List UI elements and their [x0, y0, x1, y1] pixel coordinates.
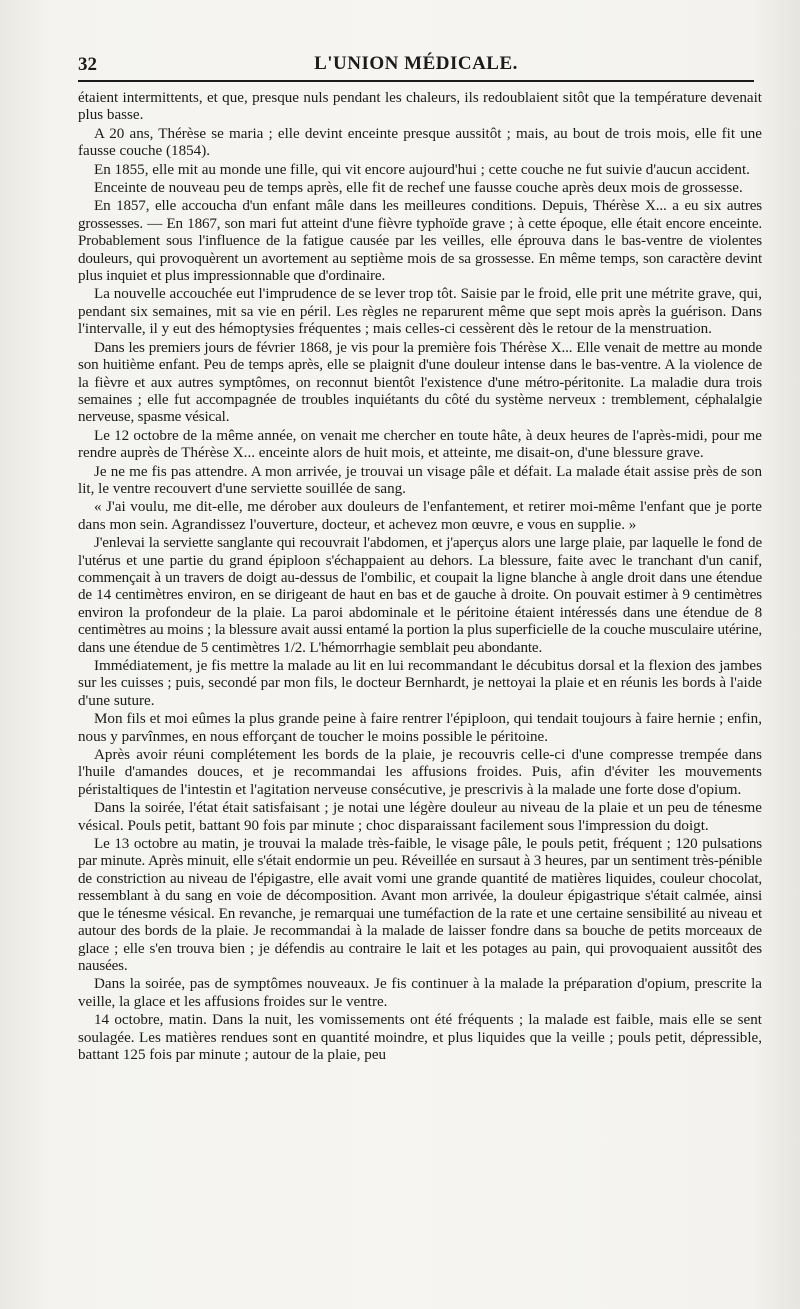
paragraph: Dans les premiers jours de février 1868, je vis pour la première fois Thérèse X... Elle venait de mettre au monde son huitième enfant. Peu de temps après, elle se plaignit d'une douleur intense dans le bas-ventre. A la violence de la fièvre et aux autres symptômes, on reconnut bientôt l'existence d'une métro-péritonite. La maladie dura trois semaines ; elle fut accompagnée de troubles inquiétants du côté du système nerveux : tremblement, céphalalgie nerveuse, spasme vésical.	[78, 339, 762, 426]
paragraph: Enceinte de nouveau peu de temps après, elle fit de rechef une fausse couche après deux mois de grossesse.	[94, 180, 743, 197]
paragraph: « J'ai voulu, me dit-elle, me dérober aux douleurs de l'enfantement, et retirer moi-même l'enfant que je porte dans mon sein. Agrandissez l'ouverture, docteur, et achevez mon œuvre, e vous en supplie. »	[78, 499, 762, 533]
paragraph: Le 12 octobre de la même année, on venait me chercher en toute hâte, à deux heures de l'après-midi, pour me rendre auprès de Thérèse X... enceinte alors de huit mois, et atteinte, me disait-on, d'une blessure grave.	[78, 427, 762, 462]
paragraph: 14 octobre, matin. Dans la nuit, les vomissements ont été fréquents ; la malade est faible, mais elle se sent soulagée. Les matières rendues sont en quantité moindre, et plus liquides que la veille ; pouls petit, dépressible, battant 125 fois par minute ; autour de la plaie, peu	[78, 1012, 762, 1063]
paragraph: Je ne me fis pas attendre. A mon arrivée, je trouvai un visage pâle et défait. La malade était assise près de son lit, le ventre recouvert d'une serviette souillée de sang.	[78, 463, 762, 497]
paragraph: Dans la soirée, l'état était satisfaisant ; je notai une légère douleur au niveau de la plaie et un peu de ténesme vésical. Pouls petit, battant 90 fois par minute ; choc disparaissant facilement sous l'impression du doigt.	[78, 800, 762, 834]
paragraph: La nouvelle accouchée eut l'imprudence de se lever trop tôt. Saisie par le froid, elle prit une métrite grave, qui, pendant six semaines, mit sa vie en péril. Les règles ne reparurent même que sept mois après la guérison. Dans l'intervalle, il y eut des hémoptysies fréquentes ; mais celles-ci cessèrent dès le retour de la menstruation.	[78, 286, 762, 338]
journal-title: L'UNION MÉDICALE.	[314, 53, 518, 74]
paragraph: En 1857, elle accoucha d'un enfant mâle dans les meilleures conditions. Depuis, Thérèse X... a eu six autres grossesses. — En 1867, son mari fut atteint d'une fièvre typhoïde grave ; à cette époque, elle était encore enceinte. Probablement sous l'influence de la fatigue causée par les veilles, elle éprouva dans le bas-ventre de violentes douleurs, qui provoquèrent un avortement au septième mois de sa grossesse. En même temps, son caractère devint plus inquiet et plus impressionnable que d'ordinaire.	[78, 198, 762, 285]
paragraph: En 1855, elle mit au monde une fille, qui vit encore aujourd'hui ; cette couche ne fut suivie d'aucun accident.	[94, 161, 750, 178]
paragraph: Immédiatement, je fis mettre la malade au lit en lui recommandant le décubitus dorsal et la flexion des jambes sur les cuisses ; puis, secondé par mon fils, le docteur Bernhardt, je nettoyai la plaie et en réunis les bords à l'aide d'une suture.	[78, 658, 762, 709]
paragraph: étaient intermittents, et que, presque nuls pendant les chaleurs, ils redoublaient sitôt que la température devenait plus basse.	[78, 90, 762, 124]
body-text	[78, 90, 762, 1065]
paragraph: Mon fils et moi eûmes la plus grande peine à faire rentrer l'épiploon, qui tendait toujours à faire hernie ; enfin, nous y parvînmes, en nous efforçant de toucher le moins possible le péritoine.	[78, 711, 762, 745]
paragraph: Après avoir réuni complétement les bords de la plaie, je recouvris celle-ci d'une compresse trempée dans l'huile d'amandes douces, et je recommandai les affusions froides. Puis, afin d'éviter les mouvements péristaltiques de l'intestin et l'agitation nerveuse consécutive, je prescrivis à la malade une forte dose d'opium.	[78, 747, 762, 798]
paragraph: Le 13 octobre au matin, je trouvai la malade très-faible, le visage pâle, le pouls petit, fréquent ; 120 pulsations par minute. Après minuit, elle s'était endormie un peu. Réveillée en sursaut à 3 heures, par un sentiment très-pénible de constriction au niveau de l'épigastre, elle avait vomi une grande quantité de matières liquides, couleur chocolat, ressemblant à du sang en voie de décomposition. Avant mon arrivée, la douleur épigastrique s'était calmée, ainsi que le ténesme vésical. En revanche, je remarquai une tuméfaction de la rate et une certaine sensibilité au niveau et autour des bords de la plaie. Je recommandai à la malade de laisser fondre dans sa bouche de petits morceaux de glace ; elle s'en trouva bien ; je défendis au contraire le lait et les potages au pain, qui provoquaient aussitôt des nausées.	[78, 836, 762, 974]
page-number: 32	[78, 54, 97, 75]
paragraph: Dans la soirée, pas de symptômes nouveaux. Je fis continuer à la malade la préparation d'opium, prescrite la veille, la glace et les affusions froides sur le ventre.	[78, 976, 762, 1010]
header-rule	[78, 80, 754, 82]
running-header	[78, 44, 754, 80]
paragraph: J'enlevai la serviette sanglante qui recouvrait l'abdomen, et j'aperçus alors une large plaie, par laquelle le fond de l'utérus et une partie du grand épiploon s'échappaient au dehors. La blessure, faite avec le tranchant d'un canif, commençait à un travers de doigt au-dessus de l'ombilic, et coupait la ligne blanche à angle droit dans une étendue de 14 centimètres environ, en se dirigeant de haut en bas et de gauche à droite. On pouvait estimer à 9 centimètres environ la profondeur de la plaie. La paroi abdominale et le péritoine étaient intéressés dans une étendue de 8 centimètres au moins ; la blessure avait aussi entamé la portion la plus superficielle de la couche musculaire utérine, dans une étendue de 5 centimètres 1/2. L'hémorrhagie semblait peu abondante.	[78, 535, 762, 656]
paragraph: A 20 ans, Thérèse se maria ; elle devint enceinte presque aussitôt ; mais, au bout de trois mois, elle fit une fausse couche (1854).	[78, 125, 762, 160]
